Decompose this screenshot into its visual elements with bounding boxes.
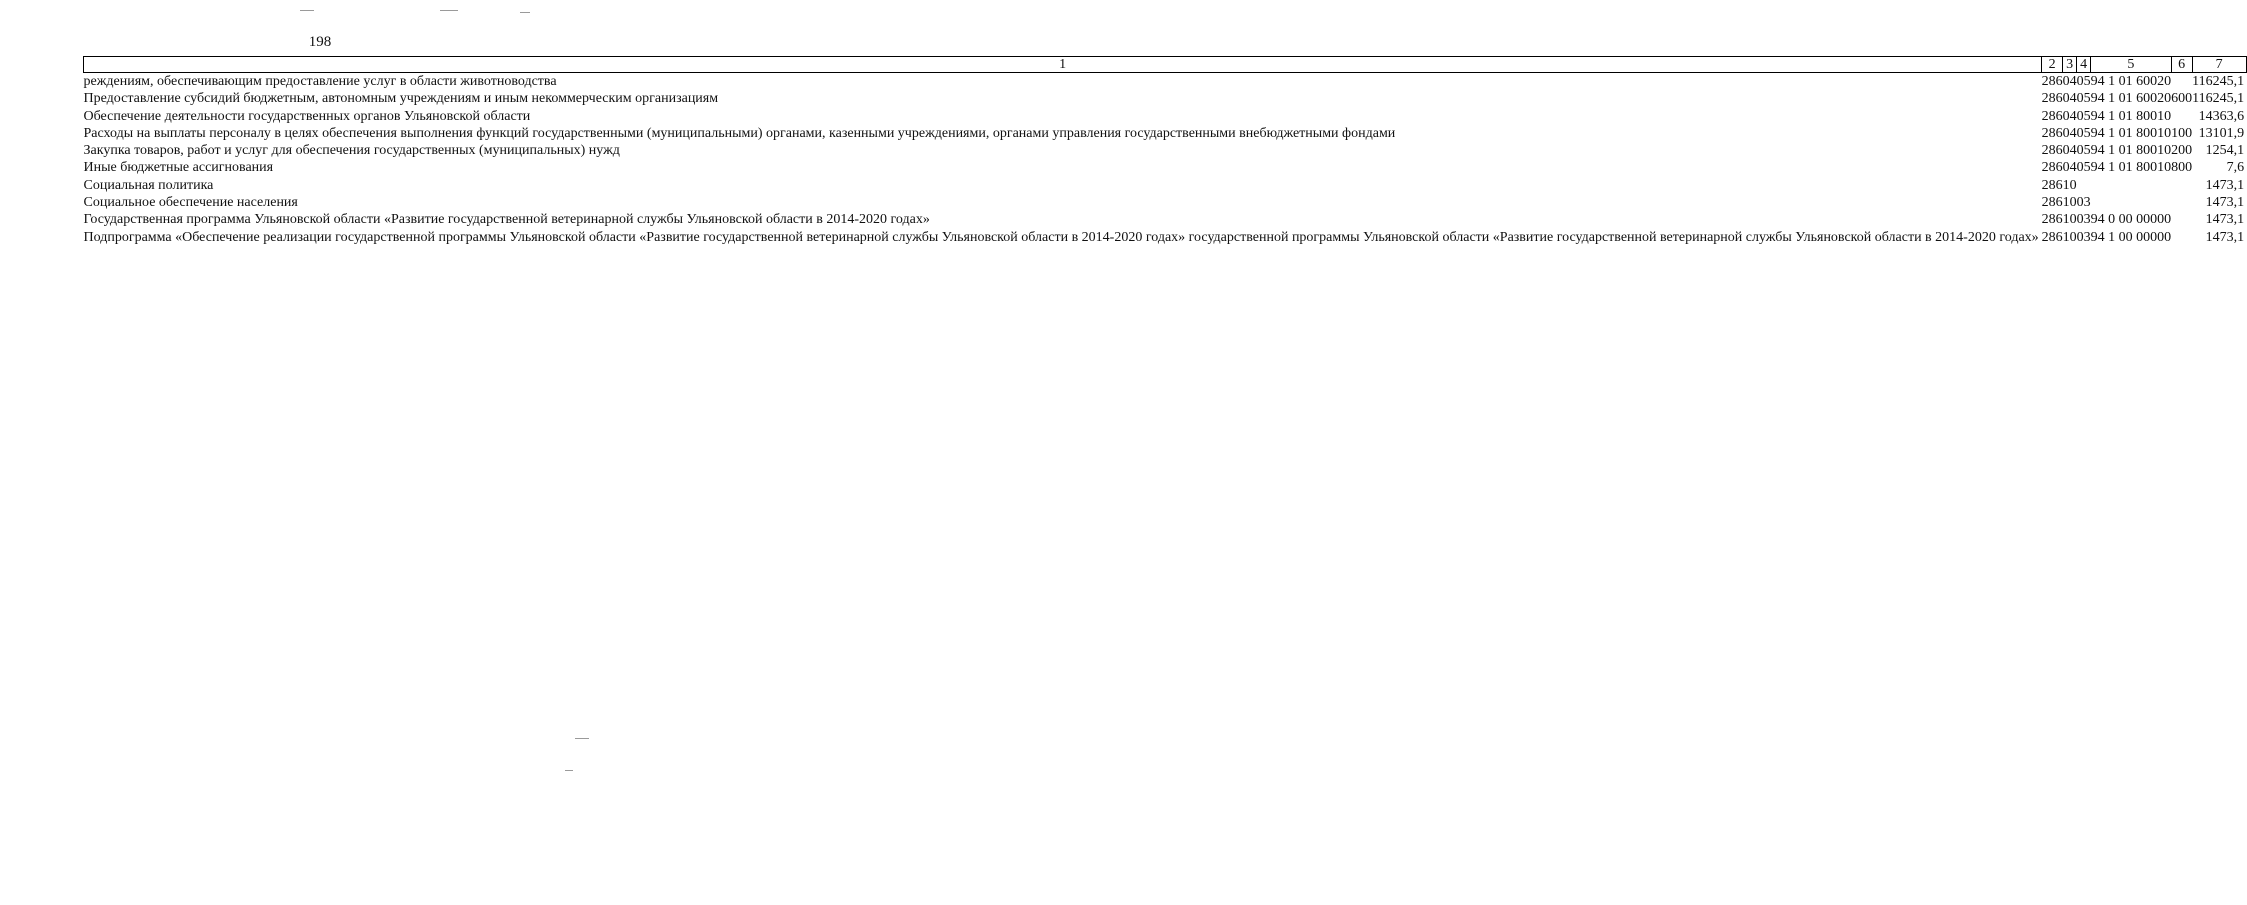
- subsection-code: 05: [2076, 143, 2091, 159]
- table-body: [84, 73, 2247, 246]
- table-row: [84, 177, 2247, 194]
- column-header: 4: [2077, 57, 2091, 73]
- page-number: 198: [308, 34, 332, 50]
- ministry-code: 286: [2041, 91, 2063, 107]
- column-header: 6: [2171, 57, 2192, 73]
- table-row: [84, 125, 2247, 142]
- target-article-code: 94 1 00 00000: [2090, 229, 2172, 245]
- amount: 13101,9: [2198, 125, 2245, 141]
- target-article-code: 94 1 01 80010: [2090, 143, 2172, 159]
- target-article-code: 94 1 01 60020: [2090, 74, 2172, 89]
- expense-type-code: 200: [2171, 143, 2193, 159]
- subsection-code: [2077, 177, 2091, 194]
- ministry-code: 286: [2041, 74, 2063, 89]
- column-header: 1: [84, 57, 2042, 73]
- ministry-code: 286: [2041, 212, 2063, 228]
- section-code: 10: [2062, 229, 2077, 245]
- amount: 116245,1: [2192, 91, 2245, 107]
- table-row: [84, 73, 2247, 91]
- ministry-code: 286: [2041, 160, 2063, 176]
- section-code: 04: [2062, 160, 2077, 176]
- amount: 1473,1: [2205, 195, 2245, 211]
- target-article-code: 94 1 01 80010: [2090, 108, 2172, 124]
- ministry-code: 286: [2041, 195, 2063, 211]
- amount: 1473,1: [2205, 212, 2245, 228]
- expense-name: Социальная политика: [83, 177, 214, 193]
- amount: 116245,1: [2192, 74, 2245, 89]
- target-article-code: 94 0 00 00000: [2090, 212, 2172, 228]
- amount: 14363,6: [2198, 108, 2245, 124]
- section-code: 04: [2062, 143, 2077, 159]
- section-code: 04: [2062, 91, 2077, 107]
- subsection-code: 03: [2076, 195, 2091, 211]
- column-header: 5: [2091, 57, 2172, 73]
- amount: 1254,1: [2205, 143, 2245, 159]
- amount: 1473,1: [2205, 229, 2245, 245]
- table-row: [84, 108, 2247, 125]
- scan-speck: [440, 10, 458, 11]
- scan-speck: [575, 738, 589, 739]
- target-article-code: [2091, 177, 2172, 194]
- expense-name: Обеспечение деятельности государственных органов Ульяновской области: [83, 108, 531, 124]
- section-code: 04: [2062, 125, 2077, 141]
- budget-table: [83, 56, 2247, 246]
- expense-type-code: [2171, 229, 2192, 246]
- target-article-code: 94 1 01 80010: [2090, 160, 2172, 176]
- expense-type-code: [2171, 73, 2192, 91]
- header-row: [84, 57, 2247, 73]
- expense-name: Подпрограмма «Обеспечение реализации государственной программы Ульяновской области «Развитие государственной ветеринарной службы Ульяновской области в 2014-2020 годах» государственной программы Ульяновской области «Развитие государственной ветеринарной службы Ульяновской области в 2014-2020 годах»: [83, 229, 2039, 245]
- scan-speck: [520, 12, 530, 13]
- section-code: 10: [2062, 212, 2077, 228]
- ministry-code: 286: [2041, 229, 2063, 245]
- expense-type-code: 100: [2171, 125, 2193, 141]
- subsection-code: 05: [2076, 160, 2091, 176]
- ministry-code: 286: [2041, 177, 2063, 193]
- section-code: 10: [2062, 177, 2077, 193]
- expense-type-code: [2171, 211, 2192, 228]
- section-code: 04: [2062, 108, 2077, 124]
- subsection-code: 05: [2076, 108, 2091, 124]
- expense-name: Социальное обеспечение населения: [83, 195, 298, 211]
- subsection-code: 05: [2076, 125, 2091, 141]
- target-article-code: 94 1 01 80010: [2090, 125, 2172, 141]
- expense-name: реждениям, обеспечивающим предоставление услуг в области животноводства: [83, 74, 557, 89]
- expense-name: Предоставление субсидий бюджетным, автономным учреждениям и иным некоммерческим организациям: [83, 91, 719, 107]
- column-header: 2: [2042, 57, 2063, 73]
- expense-name: Иные бюджетные ассигнования: [83, 160, 274, 176]
- ministry-code: 286: [2041, 125, 2063, 141]
- column-header: 7: [2192, 57, 2246, 73]
- table-row: [84, 142, 2247, 159]
- subsection-code: 03: [2076, 212, 2091, 228]
- scan-speck: [300, 10, 314, 11]
- amount: 1473,1: [2205, 177, 2245, 193]
- ministry-code: 286: [2041, 143, 2063, 159]
- ministry-code: 286: [2041, 108, 2063, 124]
- scan-speck: [565, 770, 573, 771]
- expense-type-code: [2171, 194, 2192, 211]
- table-row: [84, 194, 2247, 211]
- expense-name: Расходы на выплаты персоналу в целях обеспечения выполнения функций государственными (муниципальными) органами, казенными учреждениями, органами управления государственными внебюджетными фондами: [83, 125, 1396, 141]
- section-code: 10: [2062, 195, 2077, 211]
- table-row: [84, 211, 2247, 228]
- table-row: [84, 90, 2247, 107]
- table-row: [84, 229, 2247, 246]
- table-row: [84, 159, 2247, 176]
- expense-type-code: [2171, 108, 2192, 125]
- subsection-code: 05: [2076, 91, 2091, 107]
- expense-name: Закупка товаров, работ и услуг для обеспечения государственных (муниципальных) нужд: [83, 143, 620, 159]
- section-code: 04: [2062, 74, 2077, 89]
- subsection-code: 03: [2076, 229, 2091, 245]
- subsection-code: 05: [2076, 74, 2091, 89]
- target-article-code: 94 1 01 60020: [2090, 91, 2172, 107]
- target-article-code: [2091, 194, 2172, 211]
- expense-type-code: [2171, 177, 2192, 194]
- expense-name: Государственная программа Ульяновской области «Развитие государственной ветеринарной службы Ульяновской области в 2014-2020 годах»: [83, 212, 930, 228]
- column-header: 3: [2063, 57, 2077, 73]
- expense-type-code: 800: [2171, 160, 2193, 176]
- expense-type-code: 600: [2171, 91, 2193, 107]
- amount: 7,6: [2226, 160, 2245, 176]
